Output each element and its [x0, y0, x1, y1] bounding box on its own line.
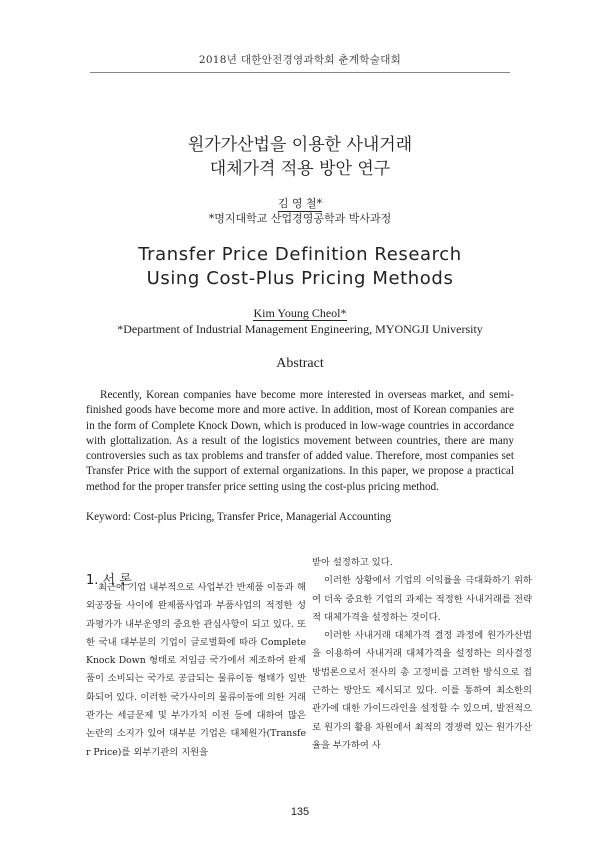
intro-paragraph-1-continued: 받아 설정하고 있다. — [312, 557, 393, 568]
left-column — [86, 579, 306, 762]
header-divider — [90, 72, 510, 73]
korean-title-line1: 원가가산법을 이용한 사내거래 — [187, 135, 413, 155]
english-affiliation: *Department of Industrial Management Engineering, MYONGJI University — [117, 322, 483, 336]
english-title-line1: Transfer Price Definition Research — [138, 244, 462, 265]
intro-paragraph-1: 최근에 기업 내부적으로 사업부간 반제품 이동과 해외공장들 사이에 완제품사업과 부품사업의 적정한 성과평가가 내부운영의 중요한 관심사항이 되고 있다. 또한 국내 대부분의 기업이 글로벌화에 따라 Complete Knock Down 형태로 저임금 국가에서 제조하여 완제품이 소비되는 국가로 공급되는 물류이동 형태가 일반화되어 있다. 이러한 국가사이의 물류이동에 의한 거래관가는 세금문제 및 부가가치 이전 등에 대하여 많은 논란의 소지가 있어 대부분 기업은 대체원가(Transfer Price)를 외부기관의 지원을 — [86, 582, 306, 758]
english-author — [0, 306, 600, 321]
english-author-name: Kim Young Cheol* — [253, 306, 347, 320]
right-column — [312, 554, 532, 755]
section-heading-introduction: 1. 서 론 — [86, 573, 132, 588]
running-header: 2018년 대한안전경영과학회 춘계학술대회 — [198, 54, 402, 66]
keywords: Keyword: Cost-plus Pricing, Transfer Price, Managerial Accounting — [86, 511, 392, 523]
page-number: 135 — [290, 806, 310, 818]
korean-affiliation: *명지대학교 산업경영공학과 박사과정 — [208, 212, 392, 225]
intro-paragraph-3: 이러한 사내거래 대체가격 결정 과정에 원가가산법을 이용하여 사내거래 대체가격을 설정하는 의사결정 방법론으로서 전사의 총 고정비를 고려한 방식으로 접근하는 방안도 제시되고 있다. 이를 통하여 최소한의 관가에 대한 가이드라인을 설정할 수 있으며, 발전적으로 원가의 활용 차원에서 최적의 경쟁력 있는 원가가산율을 부가하여 사 — [312, 630, 532, 751]
intro-paragraph-2: 이러한 상황에서 기업의 이익률을 극대화하기 위하여 더욱 중요한 기업의 과제는 적정한 사내거래를 전략적 대체가격을 설정하는 것이다. — [312, 575, 532, 623]
abstract-heading: Abstract — [276, 356, 324, 371]
abstract-body: Recently, Korean companies have become more interested in overseas market, and semi-finished goods have become more and more active. In addition, most of Korean companies are in the form of Complete Knock Down, which is produced in low-wage countries in accordance with glottalization. As a result of the logistics movement between countries, there are many controversies such as tax problems and transfer of added value. Therefore, most companies set Transfer Price with the support of external organizations. In this paper, we propose a practical method for the proper transfer price setting using the cost-plus pricing method. — [86, 389, 514, 493]
english-title-line2: Using Cost-Plus Pricing Methods — [146, 268, 454, 289]
korean-author — [0, 195, 600, 211]
korean-author-name: 김 영 철* — [277, 197, 323, 210]
korean-title-line2: 대체가격 적용 방안 연구 — [209, 159, 391, 179]
